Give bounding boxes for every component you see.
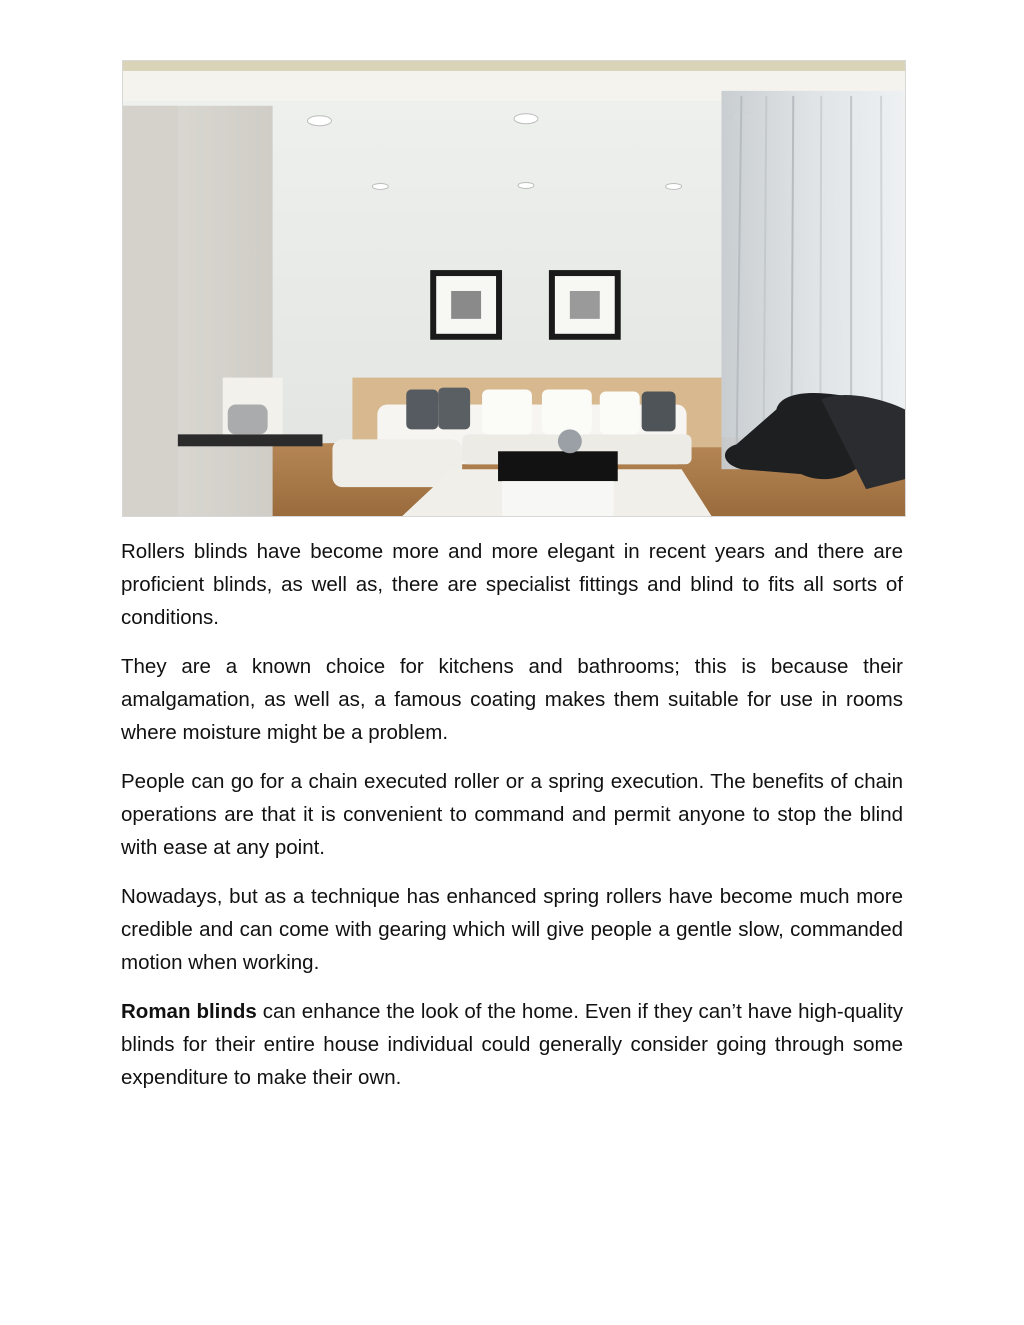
paragraph-4	[121, 880, 903, 979]
paragraph-5-text: can enhance the look of the home. Even if they can’t have high-quality blinds for their entire house individual could generally consider going through some expenditure to make their own.	[121, 1000, 903, 1089]
paragraph-5	[121, 995, 903, 1094]
roman-blinds-keyword: Roman blinds	[121, 1000, 257, 1023]
article-body	[121, 535, 903, 1110]
paragraph-1	[121, 535, 903, 634]
paragraph-1-text: Rollers blinds have become more and more elegant in recent years and there are proficient blinds, as well as, there are specialist fittings and blind to fits all sorts of conditions.	[121, 540, 903, 629]
living-room-photo	[122, 60, 906, 517]
paragraph-3	[121, 765, 903, 864]
paragraph-4-text: Nowadays, but as a technique has enhanced spring rollers have become much more credible and can come with gearing which will give people a gentle slow, commanded motion when working.	[121, 885, 903, 974]
paragraph-3-text: People can go for a chain executed roller or a spring execution. The benefits of chain operations are that it is convenient to command and permit anyone to stop the blind with ease at any point.	[121, 770, 903, 859]
paragraph-2-text: They are a known choice for kitchens and bathrooms; this is because their amalgamation, as well as, a famous coating makes them suitable for use in rooms where moisture might be a problem.	[121, 655, 903, 744]
living-room-illustration	[123, 61, 905, 516]
paragraph-2	[121, 650, 903, 749]
